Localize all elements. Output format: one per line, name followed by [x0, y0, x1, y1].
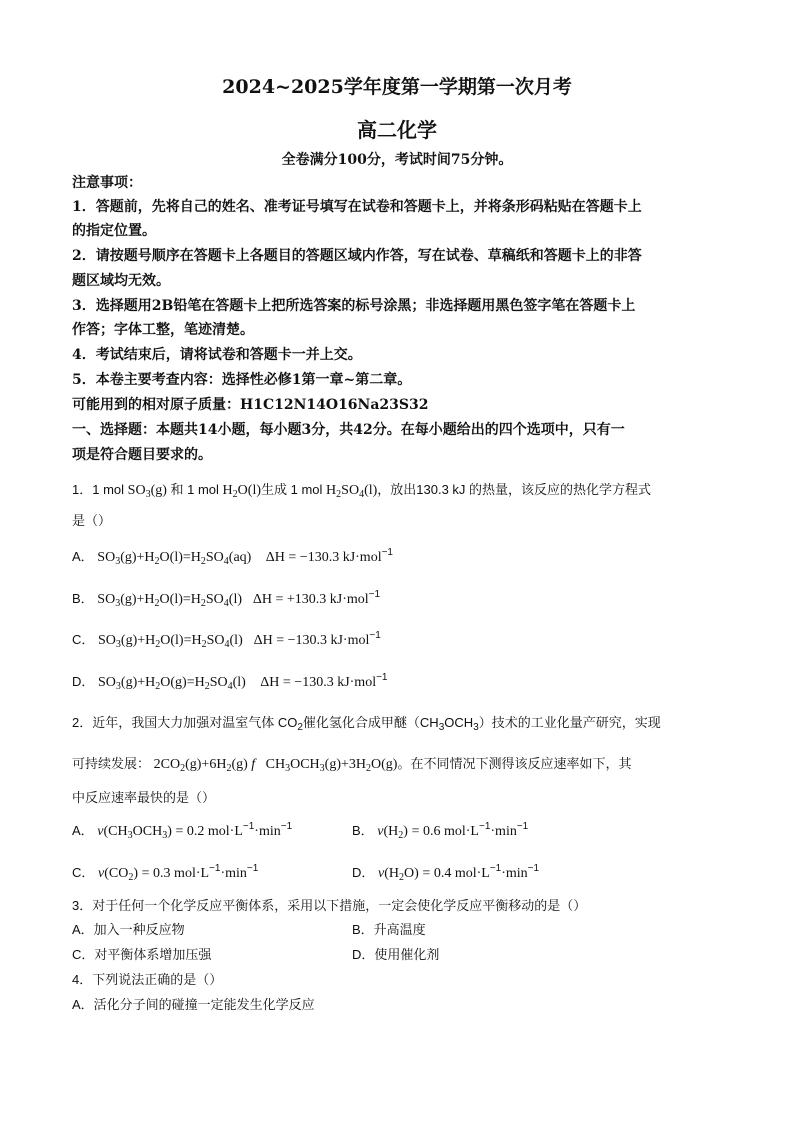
question-1-stem-cont: 是（） — [72, 513, 112, 528]
q3-option-c[interactable]: C．对平衡体系增加压强 — [72, 947, 212, 962]
note-line: 的指定位置。 — [72, 223, 156, 239]
note-line: 4．考试结束后，请将试卷和答题卡一并上交。 — [72, 347, 362, 363]
note-line: 3．选择题用2B铅笔在答题卡上把所选答案的标号涂黑；非选择题用黑色签字笔在答题卡上 — [72, 298, 636, 314]
q2-option-d[interactable]: D． $v(H_2O) = 0.4$ $mol\cdot L^{-1}\cdot\min^{-1}$ — [352, 863, 540, 883]
subject-title: 高二化学 — [357, 118, 437, 142]
section-heading: 一、选择题：本题共14小题，每小题3分，共42分。在每小题给出的四个选项中，只有一 — [72, 422, 625, 438]
section-heading-cont: 项是符合题目要求的。 — [72, 447, 212, 463]
question-2-equation-line: 可持续发展： $2CO_2(g)+6H_2(g)$ f $CH_3OCH_3(g)+3H_2O(g)$。在不同情况下测得该反应速率如下，其 — [72, 756, 632, 774]
q1-option-b[interactable]: B． $SO_3(g)+H_2O(l)=H_2SO_4(l)$ ΔH = +130.3 kJ·mol$^{-1}$ — [72, 589, 381, 609]
notes-heading: 注意事项： — [72, 175, 142, 191]
q3-option-a[interactable]: A．加入一种反应物 — [72, 922, 185, 937]
note-line: 作答；字体工整，笔迹清楚。 — [72, 322, 254, 338]
question-2-stem-cont: 中反应速率最快的是（） — [72, 790, 216, 805]
question-2-stem: 2．近年，我国大力加强对温室气体 $CO_2$催化氢化合成甲醚$(CH_3OCH_3)$技术的工业化量产研究，实现 — [72, 715, 661, 733]
note-line: 5．本卷主要考查内容：选择性必修1第一章~第二章。 — [72, 372, 412, 388]
question-1-stem: 1．1 mol $SO_3(g)$ 和 1 mol $H_2O(l)$生成 1 mol $H_2SO_4(l)$，放出130.3 kJ 的热量，该反应的热化学方程式 — [72, 482, 652, 500]
note-line: 2．请按题号顺序在答题卡上各题目的答题区域内作答，写在试卷、草稿纸和答题卡上的非答 — [72, 248, 642, 264]
formula-h2so4l: $H_2SO_4(l)$ — [326, 483, 378, 500]
formula-reaction: $2CO_2(g)+6H_2(g)$ f $CH_3OCH_3(g)+3H_2O(g)$ — [153, 757, 398, 774]
question-3-stem: 3．对于任何一个化学反应平衡体系，采用以下措施，一定会使化学反应平衡移动的是（） — [72, 898, 587, 913]
q2-option-a[interactable]: A． $v(CH_3OCH_3) = 0.2$ $mol\cdot L^{-1}\cdot\min^{-1}$ — [72, 821, 293, 841]
note-line: 题区域均无效。 — [72, 273, 170, 289]
q3-option-b[interactable]: B．升高温度 — [352, 922, 426, 937]
formula-so3g: $SO_3(g)$ — [127, 483, 167, 500]
q4-option-a[interactable]: A．活化分子间的碰撞一定能发生化学反应 — [72, 997, 315, 1012]
q2-option-b[interactable]: B． $v(H_2) = 0.6$ $mol\cdot L^{-1}\cdot\min^{-1}$ — [352, 821, 529, 841]
atomic-mass-line: 可能用到的相对原子质量：H1C12N14O16Na23S32 — [72, 397, 429, 413]
q2-option-c[interactable]: C． $v(CO_2) = 0.3$ $mol\cdot L^{-1}\cdot\min^{-1}$ — [72, 863, 259, 883]
q1-option-c[interactable]: C． $SO_3(g)+H_2O(l)=H_2SO_4(l)$ ΔH = −130.3 kJ·mol$^{-1}$ — [72, 630, 381, 650]
q1-option-a[interactable]: A． $SO_3(g)+H_2O(l)=H_2SO_4(aq)$ ΔH = −130.3 kJ·mol$^{-1}$ — [72, 547, 393, 567]
formula-h2ol: $H_2O(l)$ — [222, 483, 261, 500]
q3-option-d[interactable]: D．使用催化剂 — [352, 947, 440, 962]
note-line: 1．答题前，先将自己的姓名、准考证号填写在试卷和答题卡上，并将条形码粘贴在答题卡上 — [72, 199, 642, 215]
exam-title: 2024~2025学年度第一学期第一次月考 — [222, 76, 572, 98]
q1-option-d[interactable]: D． $SO_3(g)+H_2O(g)=H_2SO_4(l)$ ΔH = −130.3 kJ·mol$^{-1}$ — [72, 672, 388, 692]
question-4-stem: 4．下列说法正确的是（） — [72, 972, 223, 987]
exam-subtitle: 全卷满分100分，考试时间75分钟。 — [281, 152, 513, 168]
